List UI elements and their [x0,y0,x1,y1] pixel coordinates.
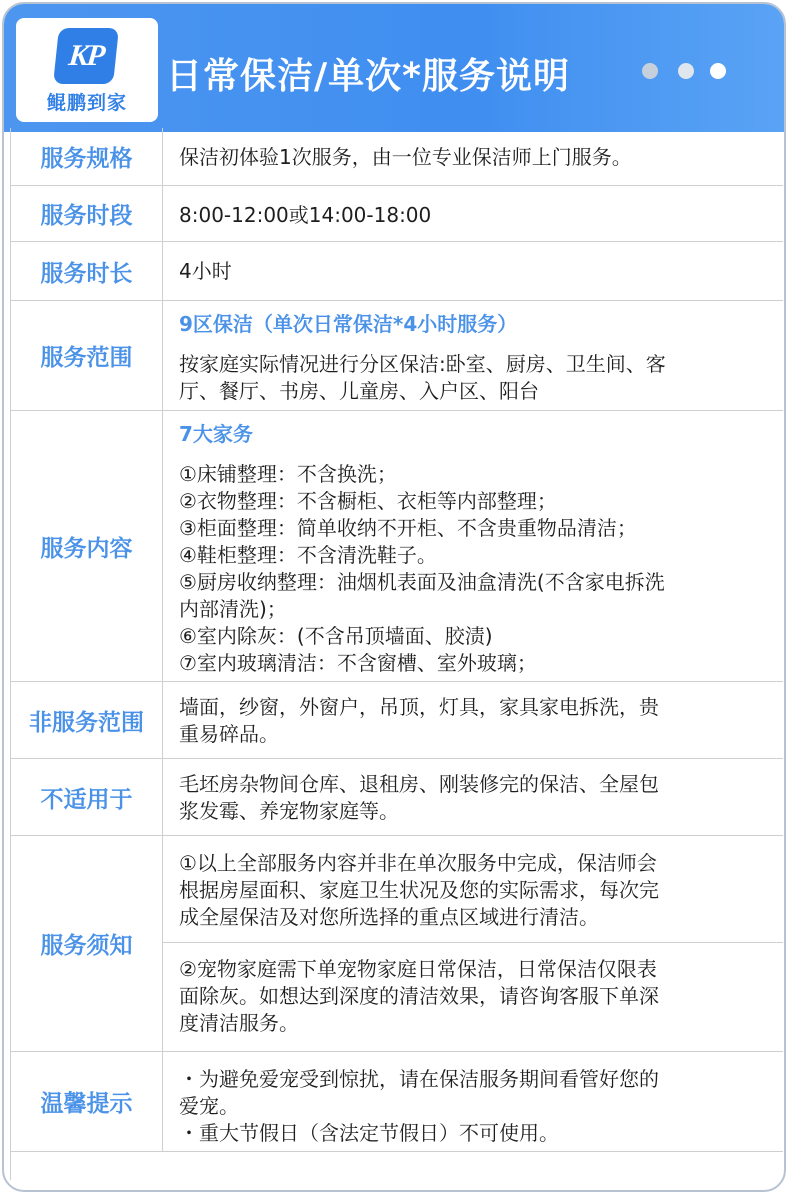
list-item: 内部清洗)； [179,597,287,621]
service-table [10,128,782,1180]
row-content [163,301,783,410]
row-content [163,836,783,1051]
dot-icon [710,63,726,79]
row-content [163,1052,783,1151]
row-text-line: 浆发霉、养宠物家庭等。 [179,799,399,823]
row-text: 8:00-12:00或14:00-18:00 [179,203,432,227]
row-label: 服务时段 [11,186,163,241]
header-banner [4,4,784,132]
notice-line: 成全屋保洁及对您所选择的重点区域进行清洁。 [179,905,599,929]
row-label: 服务须知 [11,836,163,1051]
list-item: ④鞋柜整理：不含清洗鞋子。 [179,543,437,567]
row-period [11,186,783,242]
tip-line: 爱宠。 [179,1094,239,1118]
row-label: 服务时长 [11,242,163,300]
inner-divider [163,942,783,943]
list-item: ⑥室内除灰：(不含吊顶墙面、胶渍) [179,624,493,648]
logo-text: 鲲鹏到家 [46,92,127,114]
row-duration [11,242,783,301]
tip-line: ・重大节假日（含法定节假日）不可使用。 [179,1121,559,1145]
more-dots-icon [642,62,732,82]
row-scope [11,301,783,411]
logo-mark-text: KP [67,39,105,72]
row-subtitle: 7大家务 [179,422,253,446]
row-not-applicable [11,759,783,836]
notice-line: 面除灰。如想达到深度的清洁效果，请咨询客服下单深 [179,984,659,1008]
row-content [163,759,783,835]
row-label: 服务规格 [11,128,163,185]
notice-line: ①以上全部服务内容并非在单次服务中完成，保洁师会 [179,851,657,875]
notice-line: 根据房屋面积、家庭卫生状况及您的实际需求，每次完 [179,878,659,902]
row-text-line: 重易碎品。 [179,722,279,746]
notice-line: ②宠物家庭需下单宠物家庭日常保洁，日常保洁仅限表 [179,957,657,981]
row-label: 服务内容 [11,411,163,681]
list-item: ②衣物整理：不含橱柜、衣柜等内部整理； [179,489,557,513]
kp-logo-icon [53,28,119,84]
brand-logo [16,18,158,122]
notice-line: 度清洁服务。 [179,1011,299,1035]
row-subtitle: 9区保洁（单次日常保洁*4小时服务） [179,312,518,336]
row-label: 非服务范围 [11,682,163,758]
row-content [163,128,783,185]
row-label: 温馨提示 [11,1052,163,1151]
row-content [163,242,783,300]
list-item: ③柜面整理：简单收纳不开柜、不含贵重物品清洁； [179,516,637,540]
dot-icon [642,63,658,79]
row-text: 4小时 [179,259,232,283]
row-text-line: 厅、餐厅、书房、儿童房、入户区、阳台 [179,379,539,403]
row-content [163,411,783,681]
row-spec [11,128,783,186]
row-text-line: 墙面，纱窗，外窗户，吊顶，灯具，家具家电拆洗，贵 [179,695,659,719]
page-title: 日常保洁/单次*服务说明 [166,56,570,97]
row-content-items [11,411,783,682]
row-text-line: 按家庭实际情况进行分区保洁:卧室、厨房、卫生间、客 [179,352,666,376]
row-label: 服务范围 [11,301,163,410]
row-non-scope [11,682,783,759]
row-text: 保洁初体验1次服务，由一位专业保洁师上门服务。 [179,145,632,169]
list-item: ⑤厨房收纳整理：油烟机表面及油盒清洗(不含家电拆洗 [179,570,665,594]
row-content [163,682,783,758]
tip-line: ・为避免爱宠受到惊扰，请在保洁服务期间看管好您的 [179,1067,659,1091]
row-notice [11,836,783,1052]
row-content [163,186,783,241]
row-label: 不适用于 [11,759,163,835]
list-item: ①床铺整理：不含换洗； [179,462,397,486]
row-tips [11,1052,783,1152]
row-text-line: 毛坯房杂物间仓库、退租房、刚装修完的保洁、全屋包 [179,772,659,796]
dot-icon [678,63,694,79]
list-item: ⑦室内玻璃清洁：不含窗槽、室外玻璃； [179,651,537,675]
